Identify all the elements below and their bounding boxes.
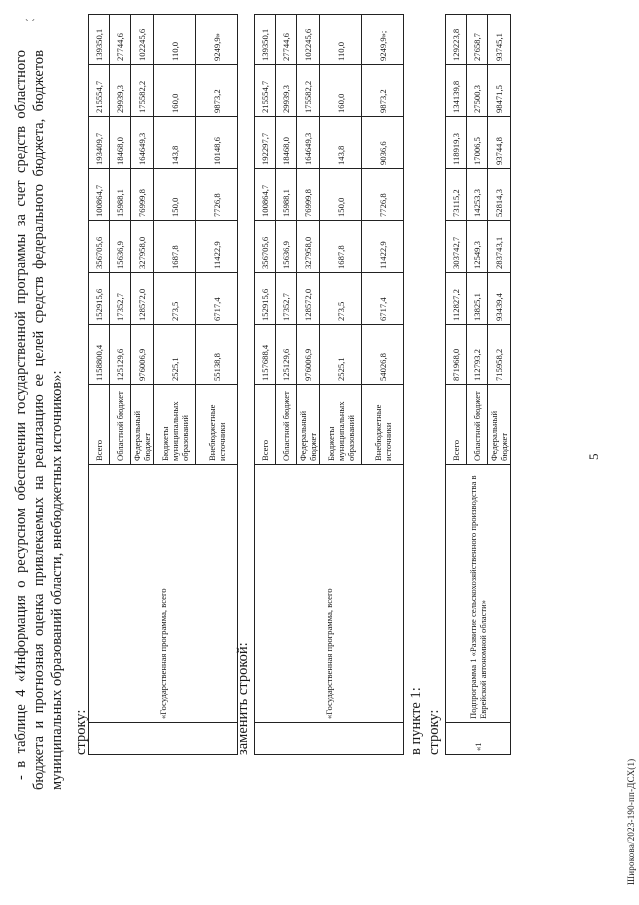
value-cell: 871968,0	[446, 325, 467, 385]
value-cell: 1687,8	[320, 221, 362, 273]
value-cell: 110,0	[154, 15, 196, 65]
value-cell: 215554,7	[255, 65, 276, 117]
value-cell: 356705,6	[255, 221, 276, 273]
value-cell: 17006,5	[467, 117, 488, 169]
value-cell: 93744,8	[488, 117, 511, 169]
value-cell: 128572,0	[131, 273, 154, 325]
value-cell: 6717,4	[196, 273, 238, 325]
value-cell: 112827,2	[446, 273, 467, 325]
value-cell: 192297,7	[255, 117, 276, 169]
label-row-2: строку:	[426, 709, 442, 755]
number-cell	[89, 723, 238, 755]
value-cell: 102245,6	[297, 15, 320, 65]
value-cell: 283743,1	[488, 221, 511, 273]
value-cell: 143,8	[320, 117, 362, 169]
value-cell: 93439,4	[488, 273, 511, 325]
program-cell: «Государственная программа, всего	[255, 465, 404, 723]
corner-marks: ` ´	[25, 18, 36, 30]
source-cell: Всего	[89, 385, 110, 465]
value-cell: 1687,8	[154, 221, 196, 273]
value-cell: 10148,6	[196, 117, 238, 169]
intro-paragraph: - в таблице 4 «Информация о ресурсном обеспечении государственной программы за счет средств областного бюджета и прогнозная оценка привлекаемых на реализацию ее целей средств федерального бюджета, бюджетов муниципальных образований области, внебюджетных источников»:	[13, 50, 65, 790]
value-cell: 715958,2	[488, 325, 511, 385]
source-cell: Областной бюджет	[467, 385, 488, 465]
value-cell: 9873,2	[196, 65, 238, 117]
value-cell: 2525,1	[154, 325, 196, 385]
value-cell: 15636,9	[276, 221, 297, 273]
table-row	[446, 15, 467, 755]
value-cell: 7726,8	[196, 169, 238, 221]
value-cell: 139350,1	[255, 15, 276, 65]
value-cell: 7726,8	[362, 169, 404, 221]
value-cell: 9249,9»;	[362, 15, 404, 65]
value-cell: 93745,1	[488, 15, 511, 65]
value-cell: 29939,3	[276, 65, 297, 117]
value-cell: 27500,3	[467, 65, 488, 117]
value-cell: 9249,9»	[196, 15, 238, 65]
value-cell: 6717,4	[362, 273, 404, 325]
value-cell: 9873,2	[362, 65, 404, 117]
value-cell: 175582,2	[131, 65, 154, 117]
value-cell: 76999,8	[131, 169, 154, 221]
value-cell: 54026,8	[362, 325, 404, 385]
number-cell	[255, 723, 404, 755]
table-new-row	[254, 14, 404, 755]
label-replace: заменить строкой:	[235, 642, 251, 755]
value-cell: 9036,6	[362, 117, 404, 169]
value-cell: 52814,3	[488, 169, 511, 221]
value-cell: 102245,6	[131, 15, 154, 65]
value-cell: 118919,3	[446, 117, 467, 169]
value-cell: 15988,1	[276, 169, 297, 221]
source-cell: Федеральный бюджет	[488, 385, 511, 465]
document-id: Широкова/2023-190-пп-ДСХ(1)	[626, 758, 636, 885]
value-cell: 356705,6	[89, 221, 110, 273]
value-cell: 143,8	[154, 117, 196, 169]
value-cell: 152915,6	[89, 273, 110, 325]
value-cell: 14253,3	[467, 169, 488, 221]
value-cell: 110,0	[320, 15, 362, 65]
source-cell: Федеральный бюджет	[297, 385, 320, 465]
value-cell: 273,5	[154, 273, 196, 325]
source-cell: Внебюджетные источники	[196, 385, 238, 465]
value-cell: 160,0	[320, 65, 362, 117]
source-cell: Бюджеты муниципальных образований	[154, 385, 196, 465]
value-cell: 27744,6	[110, 15, 131, 65]
source-cell: Всего	[446, 385, 467, 465]
value-cell: 76999,8	[297, 169, 320, 221]
label-row: строку:	[73, 709, 89, 755]
value-cell: 12549,3	[467, 221, 488, 273]
value-cell: 128572,0	[297, 273, 320, 325]
table-old-row	[88, 14, 238, 755]
value-cell: 27744,6	[276, 15, 297, 65]
value-cell: 29939,3	[110, 65, 131, 117]
table-row	[255, 15, 276, 755]
value-cell: 327958,0	[297, 221, 320, 273]
value-cell: 152915,6	[255, 273, 276, 325]
value-cell: 100864,7	[89, 169, 110, 221]
value-cell: 100864,7	[255, 169, 276, 221]
program-cell: Подпрограмма 1 «Развитие сельскохозяйственного производства в Еврейской автономной области»	[446, 465, 511, 723]
table-subprogram-row	[445, 14, 511, 755]
source-cell: Областной бюджет	[110, 385, 131, 465]
value-cell: 150,0	[154, 169, 196, 221]
value-cell: 55138,8	[196, 325, 238, 385]
value-cell: 1157688,4	[255, 325, 276, 385]
value-cell: 215554,7	[89, 65, 110, 117]
value-cell: 139350,1	[89, 15, 110, 65]
value-cell: 1158800,4	[89, 325, 110, 385]
program-cell: «Государственная программа, всего	[89, 465, 238, 723]
value-cell: 160,0	[154, 65, 196, 117]
value-cell: 976006,9	[131, 325, 154, 385]
value-cell: 11422,9	[196, 221, 238, 273]
table-row	[89, 15, 110, 755]
value-cell: 273,5	[320, 273, 362, 325]
value-cell: 73115,2	[446, 169, 467, 221]
value-cell: 112793,2	[467, 325, 488, 385]
value-cell: 164649,3	[131, 117, 154, 169]
source-cell: Внебюджетные источники	[362, 385, 404, 465]
source-cell: Федеральный бюджет	[131, 385, 154, 465]
label-point: в пункте 1:	[408, 687, 424, 755]
value-cell: 129223,8	[446, 15, 467, 65]
value-cell: 2525,1	[320, 325, 362, 385]
value-cell: 17352,7	[276, 273, 297, 325]
value-cell: 134139,8	[446, 65, 467, 117]
value-cell: 15988,1	[110, 169, 131, 221]
source-cell: Всего	[255, 385, 276, 465]
value-cell: 175582,2	[297, 65, 320, 117]
value-cell: 13825,1	[467, 273, 488, 325]
number-cell: «1	[446, 723, 511, 755]
value-cell: 18468,0	[276, 117, 297, 169]
value-cell: 11422,9	[362, 221, 404, 273]
value-cell: 15636,9	[110, 221, 131, 273]
value-cell: 327958,0	[131, 221, 154, 273]
source-cell: Областной бюджет	[276, 385, 297, 465]
value-cell: 18468,0	[110, 117, 131, 169]
value-cell: 164649,3	[297, 117, 320, 169]
value-cell: 27658,7	[467, 15, 488, 65]
value-cell: 193409,7	[89, 117, 110, 169]
value-cell: 150,0	[320, 169, 362, 221]
page-number: 5	[586, 453, 601, 460]
value-cell: 98471,5	[488, 65, 511, 117]
source-cell: Бюджеты муниципальных образований	[320, 385, 362, 465]
value-cell: 976006,9	[297, 325, 320, 385]
value-cell: 303742,7	[446, 221, 467, 273]
value-cell: 125129,6	[110, 325, 131, 385]
value-cell: 125129,6	[276, 325, 297, 385]
value-cell: 17352,7	[110, 273, 131, 325]
